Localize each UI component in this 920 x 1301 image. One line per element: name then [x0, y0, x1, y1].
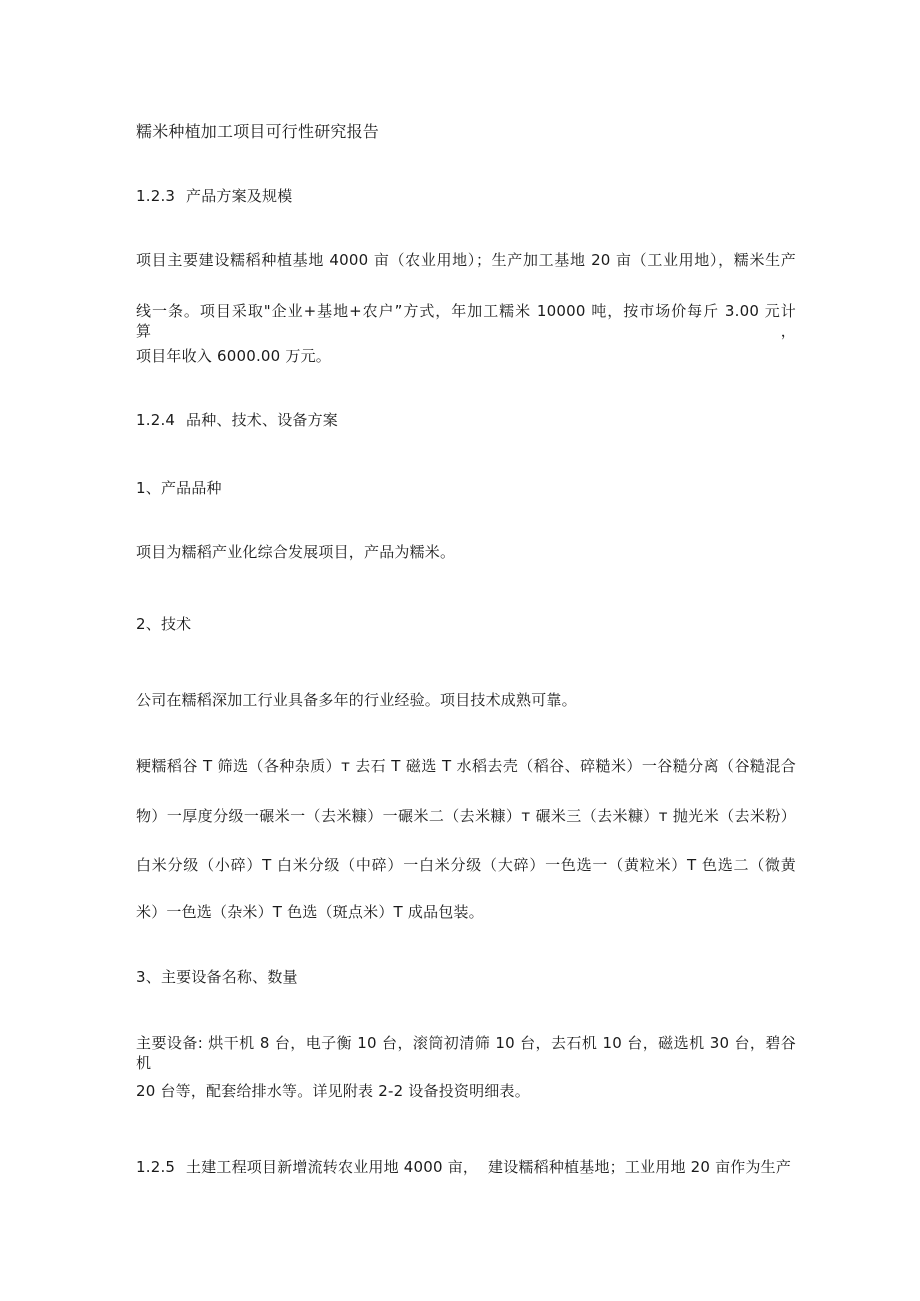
paragraph-line: 公司在糯稻深加工行业具备多年的行业经验。项目技术成熟可靠。	[136, 691, 577, 709]
paragraph-line: 项目年收入 6000.00 万元。	[136, 347, 331, 365]
item-heading-equipment: 3、主要设备名称、数量	[136, 968, 298, 986]
paragraph-line: 线一条。项目采取"企业+基地+农户”方式，年加工糯米 10000 吨，按市场价每斤 3.00 元计算，	[136, 302, 796, 340]
section-heading-1-2-5	[136, 1157, 791, 1177]
section-number: 1.2.4	[136, 411, 176, 429]
paragraph-line: 20 台等，配套给排水等。详见附表 2-2 设备投资明细表。	[136, 1082, 530, 1100]
process-line: 白米分级（小碎）T 白米分级（中碎）一白米分级（大碎）一色选一（黄粒米）T 色选二（微黄	[136, 856, 796, 874]
document-title: 糯米种植加工项目可行性研究报告	[136, 122, 380, 141]
section-title: 产品方案及规模	[186, 187, 293, 205]
section-text: 土建工程项目新增流转农业用地 4000 亩， 建设糯稻种植基地；工业用地 20 亩作为生产	[186, 1158, 792, 1176]
process-line: 物）一厚度分级一碾米一（去米糠）一碾米二（去米糠）т 碾米三（去米糠）т 抛光米（去米粉）	[136, 807, 796, 825]
process-line: 粳糯稻谷 T 筛选（各种杂质）т 去石 T 磁选 T 水稻去壳（稻谷、碎糙米）一谷糙分离（谷糙混合	[136, 757, 796, 775]
section-number: 1.2.5	[136, 1158, 176, 1176]
section-heading-1-2-4	[136, 410, 338, 430]
section-title: 品种、技术、设备方案	[186, 411, 339, 429]
item-heading-technology: 2、技术	[136, 615, 192, 633]
paragraph-line: 主要设备: 烘干机 8 台，电子衡 10 台，滚筒初清筛 10 台，去石机 10 台，磁选机 30 台，碧谷机	[136, 1034, 796, 1072]
process-line: 米）一色选（杂米）T 色选（斑点米）T 成品包装。	[136, 903, 484, 921]
paragraph-line: 项目为糯稻产业化综合发展项目，产品为糯米。	[136, 543, 456, 561]
section-number: 1.2.3	[136, 187, 176, 205]
item-heading-product-variety: 1、产品品种	[136, 479, 222, 497]
section-heading-1-2-3	[136, 186, 292, 206]
paragraph-line: 项目主要建设糯稻种植基地 4000 亩（农业用地）；生产加工基地 20 亩（工业用地），糯米生产	[136, 251, 796, 269]
